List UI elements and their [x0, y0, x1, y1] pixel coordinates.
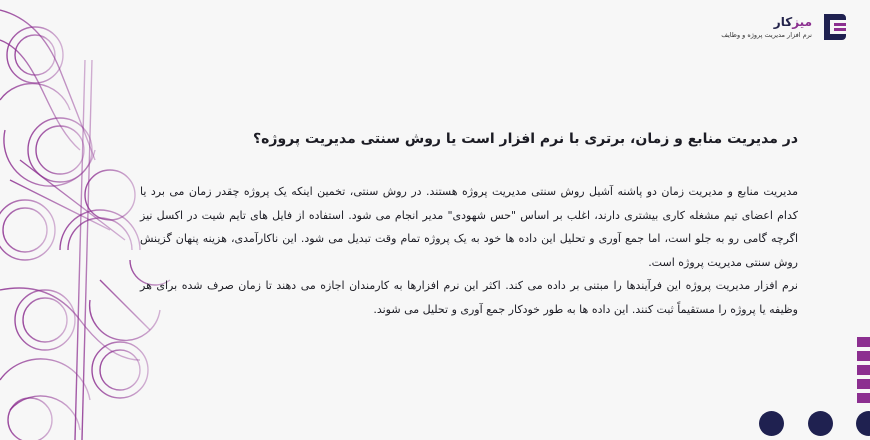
- logo-text: [721, 14, 812, 40]
- page-heading: در مدیریت منابع و زمان، برتری با نرم افزار است یا روش سنتی مدیریت پروژه؟: [253, 131, 798, 147]
- brand-name-dark: کار: [773, 15, 793, 29]
- decorative-dot-2: [808, 411, 833, 436]
- square-1: [857, 337, 870, 347]
- square-4: [857, 379, 870, 389]
- logo-icon: [820, 10, 850, 44]
- square-2: [857, 351, 870, 361]
- decorative-dot-3: [856, 411, 870, 436]
- brand-tagline: نرم افزار مدیریت پروژه و وظایف: [721, 31, 812, 39]
- brand-name-accent: میز: [792, 15, 812, 29]
- paragraph-1: مدیریت منابع و مدیریت زمان دو پاشنه آشیل روش سنتی مدیریت پروژه هستند. در روش سنتی، تخمین اینکه یک پروژه چقدر زمان می برد یا کدام اعضای تیم مشغله کاری بیشتری دارند، اغلب بر اساس "حس شهودی" مدیر انجام می شود. استفاده از فایل های تایم شیت در اکسل نیز اگرچه گامی رو به جلو است، اما جمع آوری و تحلیل این داده ها خود به یک پروژه تمام وقت تبدیل می شود. این ناکارآمدی، هزینه پنهان گزینش روش سنتی مدیریت پروژه است.: [140, 185, 798, 269]
- brand-logo[interactable]: [721, 10, 850, 44]
- article-body: [140, 180, 798, 321]
- square-3: [857, 365, 870, 375]
- brand-name: [721, 14, 812, 30]
- square-5: [857, 393, 870, 403]
- paragraph-2: نرم افزار مدیریت پروژه این فرآیندها را مبتنی بر داده می کند. اکثر این نرم افزارها به کارمندان اجازه می دهند تا زمان صرف شده برای هر وظیفه یا پروژه را مستقیماً ثبت کنند. این داده ها به طور خودکار جمع آوری و تحلیل می شوند.: [140, 279, 798, 316]
- decorative-dot-1: [759, 411, 784, 436]
- decorative-squares: [857, 337, 870, 407]
